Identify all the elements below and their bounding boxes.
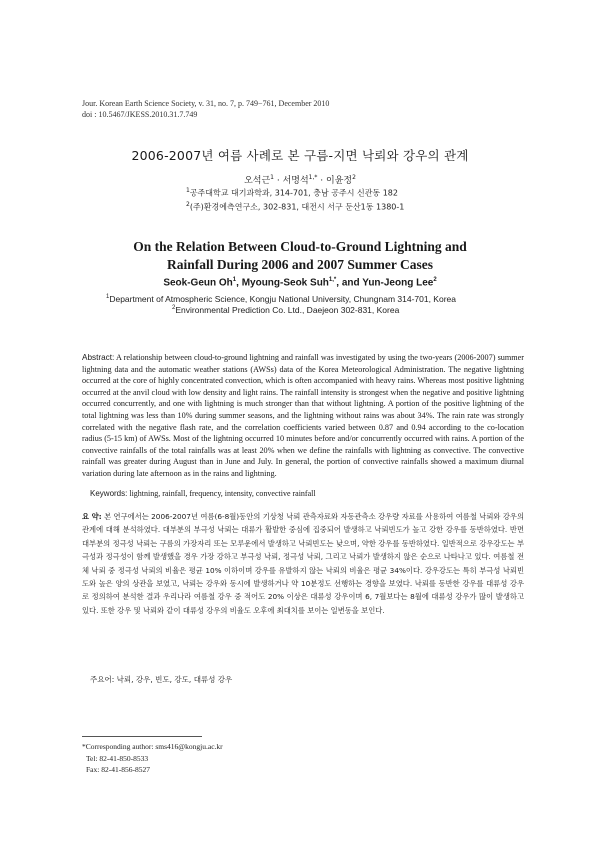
keywords-text: lightning, rainfall, frequency, intensity, convective rainfall	[129, 489, 316, 498]
english-authors	[0, 277, 600, 288]
korean-author-1-sup: 1	[270, 174, 274, 181]
english-author-2: Myoung-Seok Suh	[241, 277, 329, 289]
journal-doi: doi : 10.5467/JKESS.2010.31.7.749	[82, 110, 198, 119]
korean-affiliation-2-text: (주)환경예측연구소, 302-831, 대전시 서구 둔산1동 1380-1	[189, 202, 405, 212]
korean-author-2-sup: 1,*	[308, 174, 318, 181]
korean-keywords-label: 주요어:	[90, 675, 115, 684]
korean-author-2: 서명석	[282, 176, 309, 186]
author-separator: , and	[336, 277, 363, 289]
korean-affiliation-1-text: 공주대학교 대기과학과, 314-701, 충남 공주시 신관동 182	[189, 188, 398, 198]
korean-title: 2006-2007년 여름 사례로 본 구름-지면 낙뢰와 강우의 관계	[131, 148, 469, 163]
korean-keywords	[90, 674, 232, 685]
abstract-text: A relationship between cloud-to-ground lightning and rainfall was investigated by using the two-years (2006-2007) summer lightning data and the automatic weather stations (AWSs) data of the Korea Meteorological Administration. The negative lightning occurred at the core of highly concentrated convection, which is often accompanied with heavy rains. Whereas most positive lightning occurred at the anvil cloud with low density and light rains. The rainfall intensity is strongest when the negative and positive lightning occurred concurrently, and one with lightning is much stronger than that without lightning. A portion of the positive lightning of the total lightning was less than 10% during summer seasons, and the lightning without rains was about 34%. The rain rate was strongly correlated with the negative flash rate, and the correlation coefficients varied between 0.87 and 0.94 according to the co-location radius (5-15 km) of AWSs. Most of the lightning occurred 10 minutes before and/or concurrently occurred with rains. A portion of the convective rainfalls of the total rainfalls was at least 20% when we define the rainfalls with lightning as convective. The convective rainfall was greater during August than in June and July. In general, the portion of convective rainfalls showed a maximum diurnal variation during late afternoon as in the rains and lightning.	[82, 353, 524, 478]
english-affiliation-1-sup: 1	[106, 294, 110, 301]
english-affiliation-2-text: Environmental Prediction Co. Ltd., Daejeon 302-831, Korea	[175, 305, 400, 315]
english-affiliation-2-sup: 2	[172, 305, 176, 312]
journal-citation: Jour. Korean Earth Science Society, v. 31, no. 7, p. 749−761, December 2010	[82, 99, 330, 108]
english-author-1: Seok-Geun Oh	[163, 277, 233, 289]
english-affiliation-1-text: Department of Atmospheric Science, Kongju National University, Chungnam 314-701, Korea	[109, 294, 456, 304]
korean-affiliation-1	[186, 187, 398, 199]
author-separator: ,	[236, 277, 242, 289]
abstract	[82, 352, 524, 480]
english-title-line-2: Rainfall During 2006 and 2007 Summer Cases	[166, 257, 434, 272]
telephone: Tel: 82-41-850-8533	[86, 753, 149, 763]
abstract-label: Abstract:	[82, 353, 115, 362]
korean-affiliation-1-sup: 1	[186, 187, 190, 194]
korean-author-3: 이윤정	[326, 176, 353, 186]
english-affiliation-1	[106, 294, 456, 304]
fax: Fax: 82-41-856-8527	[86, 765, 150, 774]
corresponding-author: *Corresponding author: sms416@kongju.ac.kr	[82, 742, 223, 751]
footnote-divider	[82, 736, 202, 737]
korean-affiliation-2-sup: 2	[186, 201, 190, 208]
korean-abstract-label: 요 약:	[82, 512, 102, 521]
english-author-2-sup: 1,*	[328, 277, 337, 283]
korean-author-1: 오석근	[244, 176, 271, 186]
korean-affiliation-2	[186, 201, 404, 213]
korean-authors	[0, 173, 600, 186]
keywords-label: Keywords:	[90, 489, 128, 498]
english-author-3: Yun-Jeong Lee	[362, 277, 434, 289]
korean-abstract-text: 본 연구에서는 2006-2007년 여름(6-8월)동안의 기상청 낙뢰 관측자료와 자동관측소 강우량 자료를 사용하여 여름철 낙뢰와 강우의 관계에 대해 분석하였다. 대부분의 부극성 낙뢰는 대류가 활발한 중심에 집중되어 발생하고 낙뢰빈도가 높고 강한 강우를 동반하였다. 반면 대부분의 정극성 낙뢰는 구름의 가장자리 또는 모루운에서 발생하고 낙뢰빈도는 낮으며, 약한 강우를 동반하였다. 일반적으로 강우강도는 부극성과 정극성이 함께 발생했을 경우 가장 강하고 부극성 낙뢰, 정극성 낙뢰, 그리고 낙뢰가 발생하지 않은 순으로 나타나고 있다. 여름철 전체 낙뢰 중 정극성 낙뢰의 비율은 평균 10% 이하이며 강우를 유발하지 않는 낙뢰의 비율은 평균 34%이다. 강우강도는 특히 부극성 낙뢰빈도와 높은 양의 상관을 보였고, 낙뢰는 강우와 동시에 발생하거나 약 10분정도 선행하는 경향을 보였다. 낙뢰를 동반한 강우를 대류성 강우로 정의하여 분석한 결과 우리나라 여름철 강우 중 적어도 20% 이상은 대류성 강우이며 6, 7월보다는 8월에 대류성 강우가 많이 발생하고 있다. 또한 강우 및 낙뢰와 같이 대류성 강우의 비율도 오후에 최대치를 보이는 일변동을 보인다.	[82, 512, 524, 615]
english-affiliation-2	[172, 305, 399, 315]
english-author-3-sup: 2	[433, 277, 437, 283]
journal-header	[82, 98, 329, 120]
keywords	[90, 489, 316, 498]
korean-abstract	[82, 510, 524, 617]
author-separator: ·	[273, 176, 283, 186]
korean-keywords-text: 낙뢰, 강우, 빈도, 강도, 대류성 강우	[116, 675, 233, 684]
english-title	[0, 238, 600, 274]
footnote	[82, 741, 223, 776]
english-author-1-sup: 1	[232, 277, 237, 283]
korean-author-3-sup: 2	[352, 174, 356, 181]
author-separator: ·	[317, 176, 326, 186]
english-title-line-1: On the Relation Between Cloud-to-Ground Lightning and	[133, 239, 467, 254]
